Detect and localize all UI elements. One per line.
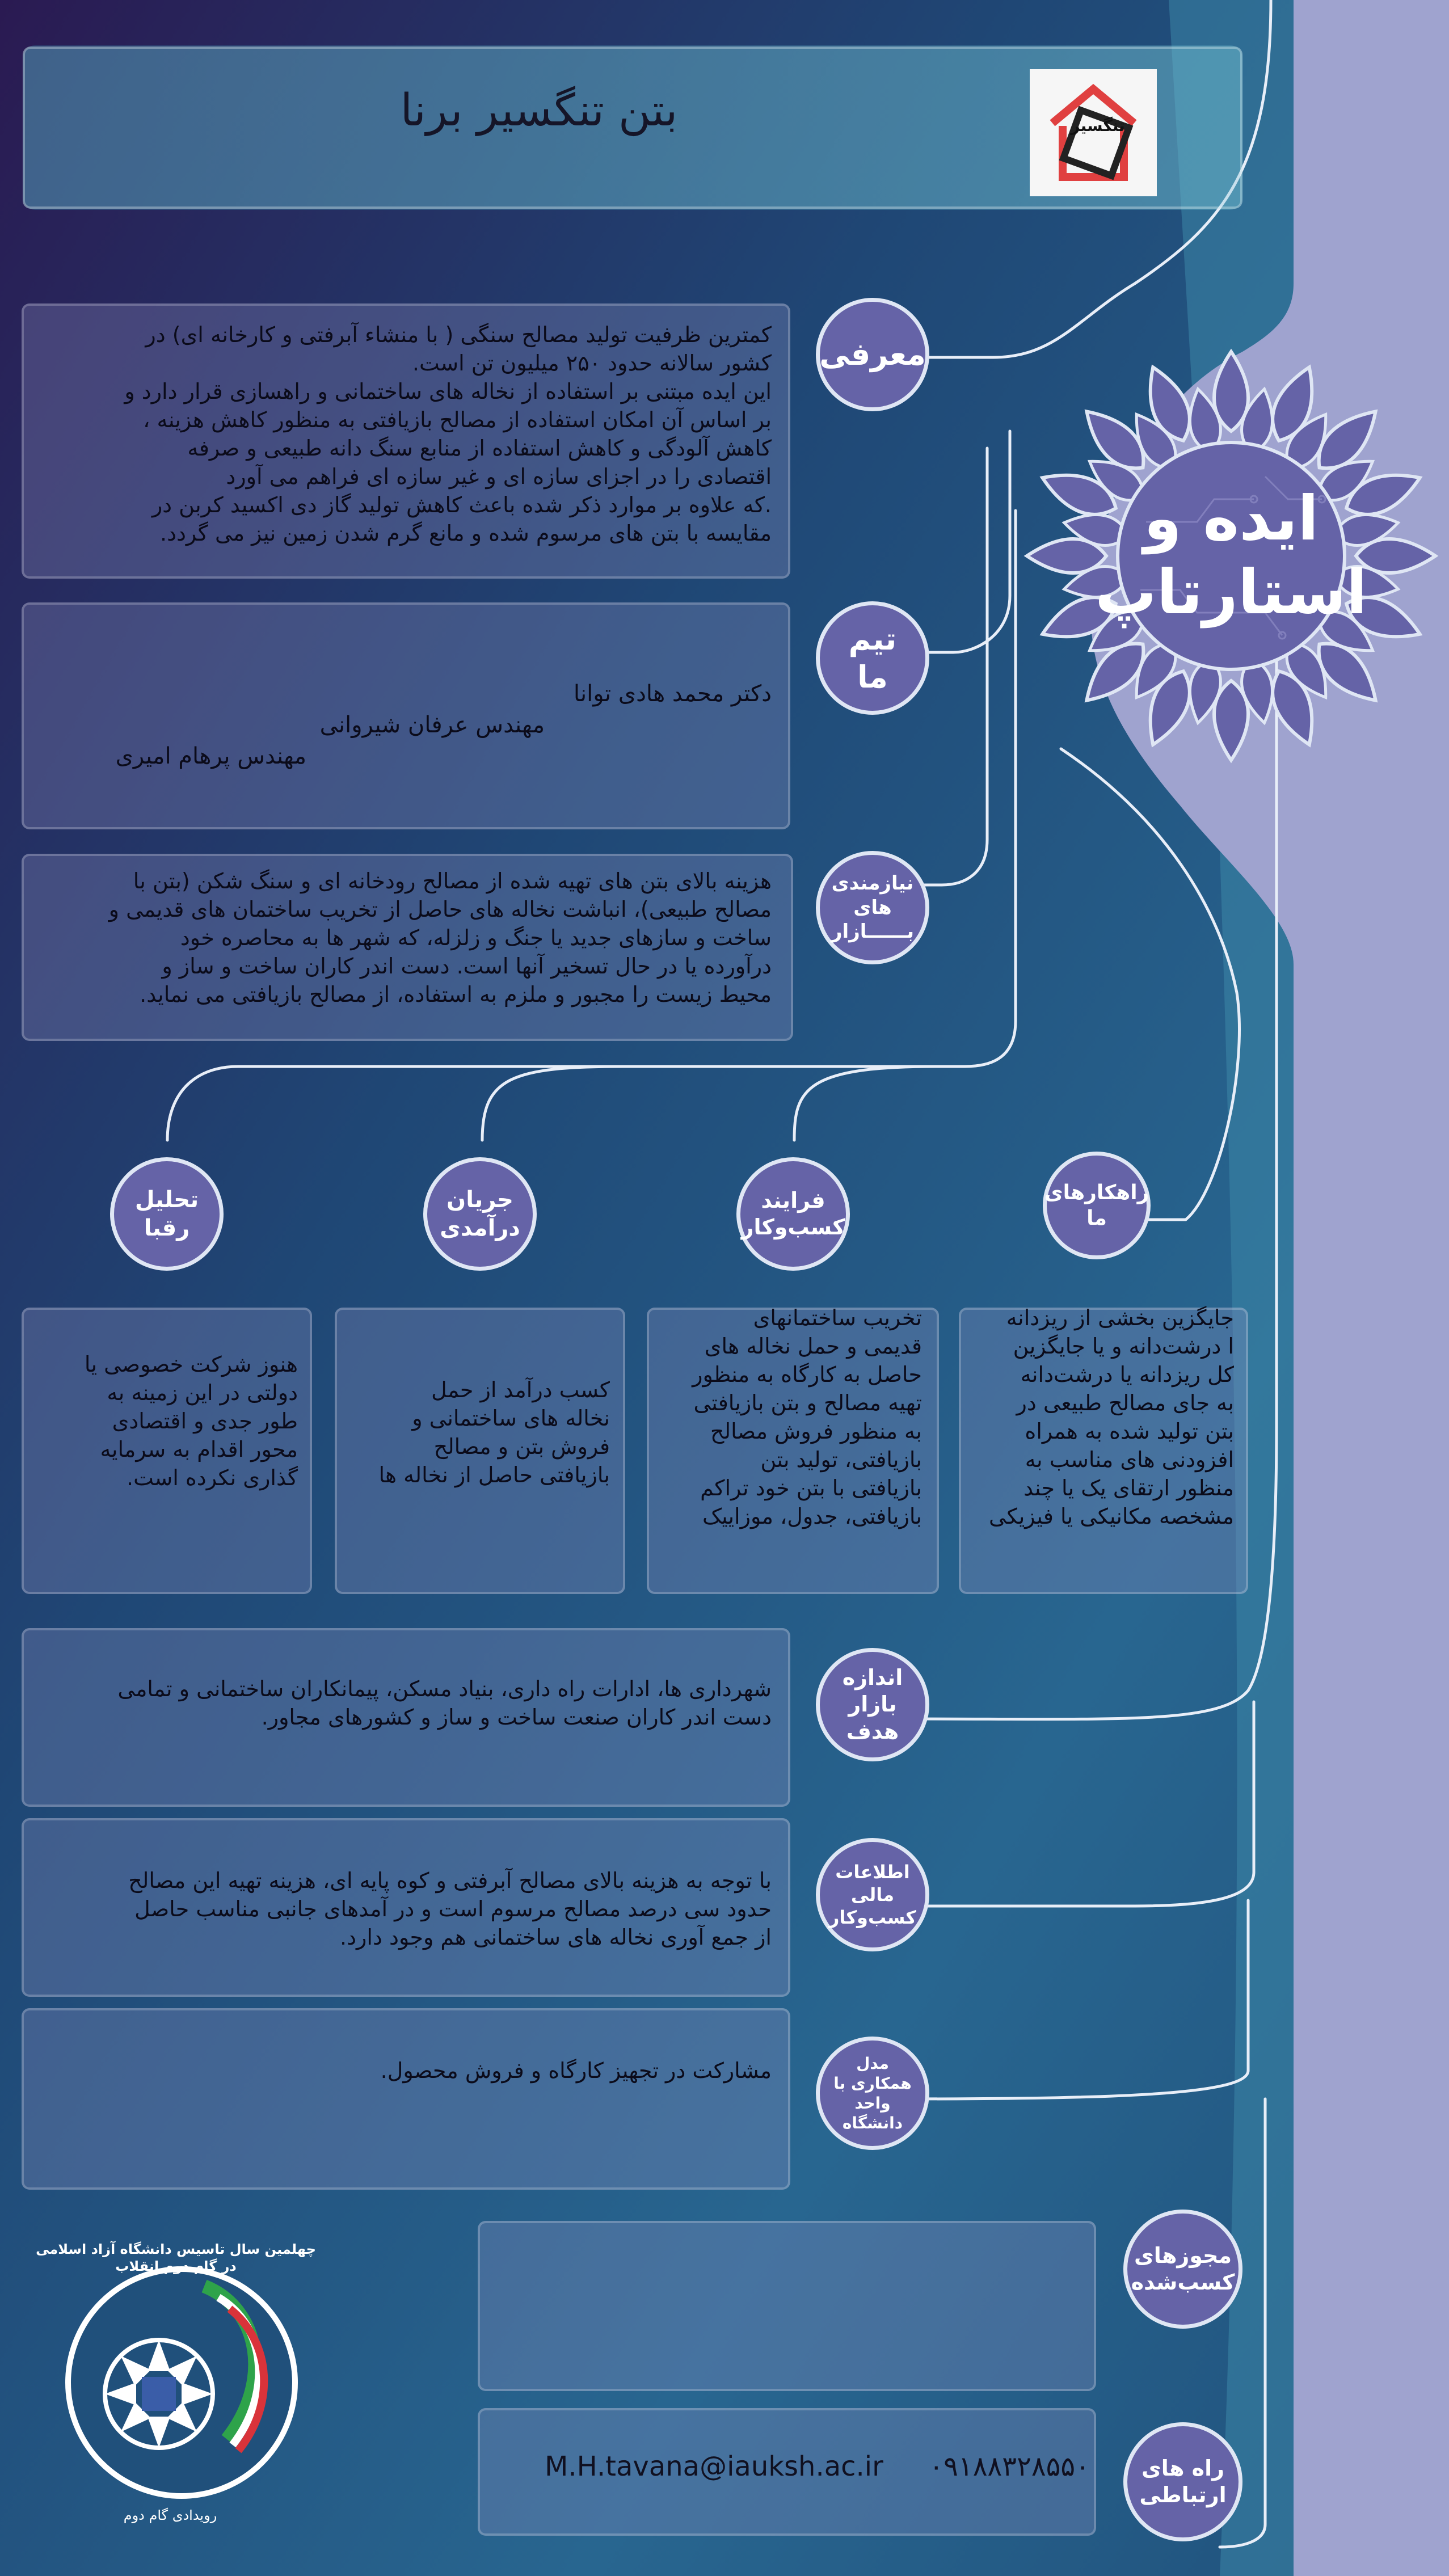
hero-line-2: استارتاپ [1095,557,1367,628]
process-line: قدیمی و حمل نخاله های [704,1334,922,1359]
target-market-line: دست اندر کاران صنعت ساخت و ساز و کشورهای مجاور. [261,1705,772,1730]
solutions-text [967,1304,1234,1531]
financial-line: حدود سی درصد مصالح مرسوم است و در آمدهای جانبی مناسب حاصل [134,1896,772,1921]
intro-line: مقایسه با بتن های مرسوم شده و مانع گرم شدن زمین نیز می گردد. [159,521,772,546]
intro-label: معرفی [819,336,926,373]
revenue-line: بازیافتی حاصل از نخاله ها [378,1462,610,1487]
process-line: بازیافتی با بتن خود تراکم [700,1475,922,1500]
revenue-line: نخاله های ساختمانی و [412,1406,610,1431]
competitors-line: هنوز شرکت خصوصی یا [84,1352,298,1377]
market-needs-line: ساخت و سازهای جدید یا جنگ و زلزله، که شهر ها به محاصره خود [180,925,772,950]
contact-circle [1123,2422,1242,2541]
cooperation-text [40,2056,772,2085]
process-line: بازیافتی، تولید بتن [760,1447,922,1472]
intro-line: اقتصادی را در اجزای سازه ای و غیر سازه ای فراهم می آورد [226,464,772,489]
financial-label: اطلاعات مالی کسب‌وکار [829,1861,916,1928]
competitors-circle [110,1157,224,1271]
revenue-label: جریان درآمدی [440,1187,520,1241]
cooperation-label: مدل همکاری با واحد دانشگاه [833,2054,912,2132]
revenue-circle [423,1157,537,1271]
hero-title [1038,482,1424,630]
solutions-label: راهکارهای ما [1044,1181,1149,1230]
revenue-line: کسب درآمد از حمل [431,1377,610,1402]
solutions-line: کل ریزدانه یا درشت‌دانه [1020,1362,1234,1387]
process-label: فرایند کسب‌وکار [741,1187,845,1239]
market-needs-line: هزینه بالای بتن های تهیه شده از مصالح رودخانه ای و سنگ شکن (بتن با [133,868,772,893]
solutions-line: بتن تولید شده به همراه [1025,1419,1234,1444]
intro-line: کاهش آلودگی و کاهش استفاده از منابع سنگ دانه طبیعی و صرفه [187,436,772,461]
market-needs-circle [816,851,929,964]
cooperation-box [22,2008,790,2190]
intro-line: کمترین ظرفیت تولید مصالح سنگی ( با منشاء آبرفتی و کارخانه ای) در [145,322,772,347]
competitors-line: طور جدی و اقتصادی [112,1409,298,1434]
intro-line: .که علاوه بر موارد ذکر شده باعث کاهش تولید گاز دی اکسید کربن در [151,492,772,517]
team-circle [816,601,929,715]
licenses-circle [1123,2210,1242,2329]
solutions-line: مشخصه مکانیکی یا فیزیکی [989,1504,1234,1529]
logo-text: تنگسیر [1071,116,1125,135]
target-market-line: شهرداری ها، ادارات راه داری، بنیاد مسکن، پیمانکاران ساختمانی و تمامی [117,1676,772,1701]
solutions-line: ا درشت‌دانه و یا جایگزین [1013,1334,1234,1359]
target-market-label: اندازه بازار هدف [842,1664,903,1744]
hero-line-1: ایده و [1143,483,1319,554]
process-line: حاصل به کارگاه به منظور [692,1362,922,1387]
market-needs-line: محیط زیست را مجبور و ملزم به استفاده، از مصالح بازیافتی می نماید. [140,982,772,1007]
emblem-arc-text: چهلمین سال تاسیس دانشگاه آزاد اسلامی در گام دوم انقلاب [36,2241,316,2274]
competitors-label: تحلیل رقبا [134,1187,199,1241]
market-needs-label: نیازمندی های بــــــازار [831,872,915,943]
intro-text [40,321,772,547]
licenses-label: مجوزهای کسب‌شده [1131,2242,1235,2295]
intro-line: کشور سالانه حدود ۲۵۰ میلیون تن است. [412,351,772,376]
financial-text [40,1866,772,1951]
contact-label: راه های ارتباطی [1139,2455,1227,2507]
licenses-box [478,2221,1096,2391]
process-line: تهیه مصالح و بتن بازیافتی [693,1390,922,1415]
process-line: بازیافتی، جدول، موزاییک [702,1504,922,1529]
solutions-line: منظور ارتقای یک یا چند [1023,1475,1234,1500]
solutions-line: افزودنی های مناسب به [1025,1447,1234,1472]
competitors-line: دولتی در این زمینه به [107,1380,298,1405]
intro-line: این ایده مبتنی بر استفاده از نخاله های ساختمانی و راهسازی قرار دارد و [124,379,772,404]
team-member-2: مهندس عرفان شیروانی [319,712,545,738]
market-needs-line: مصالح طبیعی)، انباشت نخاله های حاصل از تخریب ساختمان های قدیمی و [108,897,772,922]
page-title: بتن تنگسیر برنا [400,85,678,136]
target-market-circle [816,1648,929,1761]
cooperation-line: مشارکت در تجهیز کارگاه و فروش محصول. [380,2058,772,2083]
competitors-text [28,1350,298,1492]
revenue-text [340,1376,610,1489]
contact-line [545,2451,1090,2482]
financial-circle [816,1838,929,1951]
emblem-sub-text: رویدادی گام دوم [123,2507,217,2523]
market-needs-text [40,867,772,1009]
revenue-line: فروش بتن و مصالح [433,1434,610,1459]
solutions-line: جایگزین بخشی از ریزدانه [1006,1305,1234,1330]
process-text [652,1304,922,1531]
team-label: تیم ما [848,621,897,695]
financial-line: با توجه به هزینه بالای مصالح آبرفتی و کوه پایه ای، هزینه تهیه این مصالح [128,1868,772,1893]
cooperation-circle [816,2037,929,2150]
contact-phone[interactable]: ۰۹۱۸۸۳۲۸۵۵۰ [929,2451,1090,2482]
solutions-circle [1043,1152,1151,1259]
solutions-line: به جای مصالح طبیعی در [1016,1390,1234,1415]
competitors-line: گذاری نکرده است. [127,1465,298,1490]
team-member-3: مهندس پرهام امیری [115,743,306,769]
intro-line: بر اساس آن امکان استفاده از مصالح بازیافتی به منظور کاهش هزینه ، [143,407,772,432]
financial-line: از جمع آوری نخاله های ساختمانی هم وجود دارد. [340,1925,772,1950]
process-circle [736,1157,850,1271]
target-market-text [40,1675,772,1731]
process-line: به منظور فروش مصالح [710,1419,922,1444]
contact-email[interactable]: M.H.tavana@iauksh.ac.ir [545,2451,883,2482]
market-needs-line: درآورده یا در حال تسخیر آنها است. دست اندر کاران ساخت و ساز و [162,954,772,979]
process-line: تخریب ساختمانهای [753,1305,922,1330]
team-member-1: دکتر محمد هادی توانا [573,681,772,707]
competitors-line: محور اقدام به سرمایه [100,1437,298,1462]
intro-circle [816,298,929,411]
